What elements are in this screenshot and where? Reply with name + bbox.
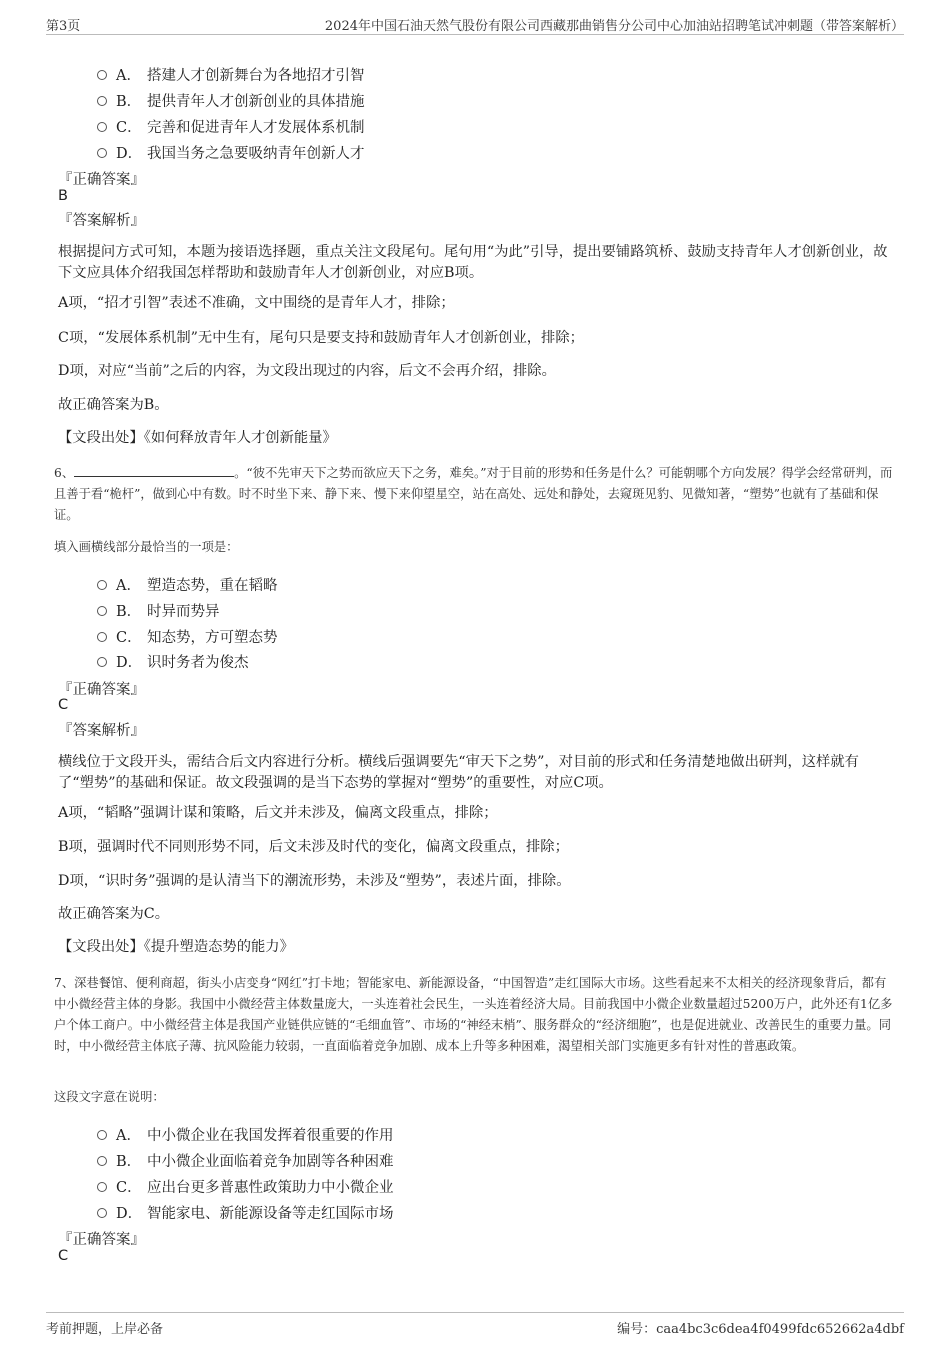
- q6-option-d[interactable]: D． 识时务者为俊杰: [97, 651, 249, 672]
- q7-option-b[interactable]: B． 中小微企业面临着竞争加剧等各种困难: [97, 1150, 394, 1171]
- q6-analysis-p4: D项，“识时务”强调的是认清当下的潮流形势，未涉及“塑势”，表述片面，排除。: [58, 873, 571, 889]
- q5-option-b[interactable]: B． 提供青年人才创新创业的具体措施: [97, 90, 365, 111]
- radio-icon[interactable]: [97, 606, 107, 616]
- radio-icon[interactable]: [97, 1156, 107, 1166]
- footer-slogan: 考前押题，上岸必备: [46, 1322, 164, 1337]
- q6-analysis-p5: 故正确答案为C。: [58, 906, 170, 922]
- document-id: 编号：caa4bc3c6dea4f0499fdc652662a4dbf: [617, 1322, 904, 1337]
- radio-icon[interactable]: [97, 70, 107, 80]
- q6-prompt: 填入画横线部分最恰当的一项是：: [54, 540, 239, 554]
- q5-option-d[interactable]: D． 我国当务之急要吸纳青年创新人才: [97, 142, 365, 163]
- q5-source: 【文段出处】《如何释放青年人才创新能量》: [58, 430, 337, 446]
- q6-option-c[interactable]: C． 知态势，方可塑态势: [97, 626, 278, 647]
- q7-option-a[interactable]: A． 中小微企业在我国发挥着很重要的作用: [97, 1124, 394, 1145]
- radio-icon[interactable]: [97, 1130, 107, 1140]
- q5-analysis-p2: A项，“招才引智”表述不准确，文中围绕的是青年人才，排除；: [58, 295, 455, 311]
- page-footer: [46, 1312, 904, 1335]
- q6-answer-label: 『正确答案』: [58, 682, 145, 698]
- q5-analysis-p1: 根据提问方式可知，本题为接语选择题，重点关注文段尾句。尾句用“为此”引导，提出要铺路筑桥、鼓励支持青年人才创新创业，故下文应具体介绍我国怎样帮助和鼓励青年人才创新创业，对应B项。: [58, 244, 888, 281]
- q7-prompt: 这段文字意在说明：: [54, 1090, 165, 1104]
- q6-answer: C: [58, 697, 69, 713]
- radio-icon[interactable]: [97, 1208, 107, 1218]
- q5-analysis-p3: C项，“发展体系机制”无中生有，尾句只是要支持和鼓励青年人才创新创业，排除；: [58, 330, 584, 346]
- radio-icon[interactable]: [97, 1182, 107, 1192]
- q5-option-a[interactable]: A． 搭建人才创新舞台为各地招才引智: [97, 64, 365, 85]
- answer-blank: [74, 464, 234, 477]
- q7-stem: 7、深巷餐馆、便利商超，街头小店变身“网红”打卡地；智能家电、新能源设备，“中国智造”走红国际大市场。这些看起来不太相关的经济现象背后，都有中小微经营主体的身影。我国中小微经营主体数量庞大，一头连着社会民生，一头连着经济大局。目前我国中小微企业数量超过5200万户，此外还有1亿多户个体工商户。中小微经营主体是我国产业链供应链的“毛细血管”、市场的“神经末梢”、服务群众的“经济细胞”，也是促进就业、改善民生的重要力量。同时，中小微经营主体底子薄、抗风险能力较弱，一直面临着竞争加剧、成本上升等多种困难，渴望相关部门实施更多有针对性的普惠政策。: [54, 976, 893, 1053]
- q7-option-c[interactable]: C． 应出台更多普惠性政策助力中小微企业: [97, 1176, 394, 1197]
- q6-analysis-label: 『答案解析』: [58, 723, 145, 739]
- page-number: 第3页: [46, 19, 81, 34]
- q6-analysis-p2: A项，“韬略”强调计谋和策略，后文并未涉及，偏离文段重点，排除；: [58, 805, 498, 821]
- q6-analysis-p3: B项，强调时代不同则形势不同，后文未涉及时代的变化，偏离文段重点，排除；: [58, 839, 569, 855]
- radio-icon[interactable]: [97, 148, 107, 158]
- q5-analysis-label: 『答案解析』: [58, 213, 145, 229]
- radio-icon[interactable]: [97, 122, 107, 132]
- radio-icon[interactable]: [97, 96, 107, 106]
- radio-icon[interactable]: [97, 580, 107, 590]
- q6-stem: 6、 。“彼不先审天下之势而欲应天下之务，难矣。”对于目前的形势和任务是什么？可能朝哪个方向发展？得学会经常研判，而且善于看“桅杆”，做到心中有数。时不时坐下来、静下来、慢下来仰望星空，站在高处、远处和静处，去窥斑见豹、见微知著，“塑势”也就有了基础和保证。: [54, 466, 893, 522]
- q7-answer-label: 『正确答案』: [58, 1232, 145, 1248]
- q5-analysis-p5: 故正确答案为B。: [58, 397, 169, 413]
- q5-analysis-p4: D项，对应“当前”之后的内容，为文段出现过的内容，后文不会再介绍，排除。: [58, 363, 556, 379]
- q5-option-c[interactable]: C． 完善和促进青年人才发展体系机制: [97, 116, 365, 137]
- q7-answer: C: [58, 1248, 69, 1264]
- q6-option-b[interactable]: B． 时异而势异: [97, 600, 220, 621]
- document-title: 2024年中国石油天然气股份有限公司西藏那曲销售分公司中心加油站招聘笔试冲刺题（带答案解析）: [324, 19, 904, 34]
- q6-option-a[interactable]: A． 塑造态势，重在韬略: [97, 574, 278, 595]
- page-header: [46, 12, 904, 35]
- q5-answer: B: [58, 188, 68, 204]
- radio-icon[interactable]: [97, 657, 107, 667]
- q6-source: 【文段出处】《提升塑造态势的能力》: [58, 939, 294, 955]
- q5-answer-label: 『正确答案』: [58, 172, 145, 188]
- q7-option-d[interactable]: D． 智能家电、新能源设备等走红国际市场: [97, 1202, 394, 1223]
- radio-icon[interactable]: [97, 632, 107, 642]
- q6-analysis-p1: 横线位于文段开头，需结合后文内容进行分析。横线后强调要先“审天下之势”，对目前的形式和任务清楚地做出研判，这样就有了“塑势”的基础和保证。故文段强调的是当下态势的掌握对“塑势”的重要性，对应C项。: [58, 754, 859, 791]
